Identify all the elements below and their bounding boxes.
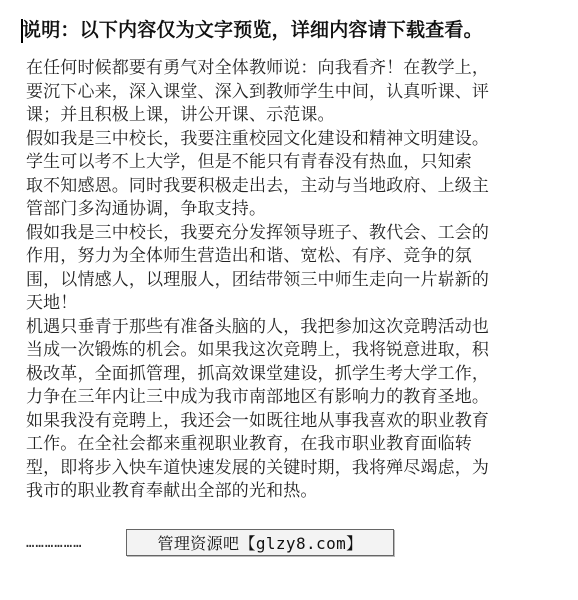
site-watermark	[126, 529, 394, 556]
paragraph: 如果我没有竞聘上，我还会一如既往地从事我喜欢的职业教育 工作。在全社会都来重视职业教育，在我市职业教育面临转 型，即将步入快车道快速发展的关键时期，我将殚尽竭虑，为 我市的职业教育奉献出全部的光和热。	[26, 410, 490, 501]
paragraph: 假如我是三中校长，我要注重校园文化建设和精神文明建设。 学生可以考不上大学，但是不能只有青春没有热血，只知索 取不知感恩。同时我要积极走出去，主动与当地政府、上级主 管部门多沟通协调，争取支持。	[26, 128, 490, 219]
ellipsis-divider: ………………	[26, 535, 83, 551]
paragraph: 假如我是三中校长，我要充分发挥领导班子、教代会、工会的 作用，努力为全体师生营造出和谐、宽松、有序、竞争的氛 围，以情感人，以理服人，团结带领三中师生走向一片崭新的 天地！	[26, 222, 490, 313]
paragraph: 在任何时候都要有勇气对全体教师说：向我看齐！在教学上， 要沉下心来，深入课堂、深入到教师学生中间，认真听课、评 课；并且积极上课，讲公开课、示范课。	[26, 58, 490, 125]
preview-notice: 说明：以下内容仅为文字预览，详细内容请下载查看。	[22, 19, 483, 41]
document-body	[26, 57, 542, 504]
watermark-label: 管理资源吧【glzy8.com】	[157, 534, 363, 553]
paragraph: 机遇只垂青于那些有准备头脑的人，我把参加这次竞聘活动也 当成一次锻炼的机会。如果我这次竞聘上，我将锐意进取，积 极改革，全面抓管理，抓高效课堂建设，抓学生考大学工作， 力争在三年内让三中成为我市南部地区有影响力的教育圣地。	[26, 316, 490, 407]
